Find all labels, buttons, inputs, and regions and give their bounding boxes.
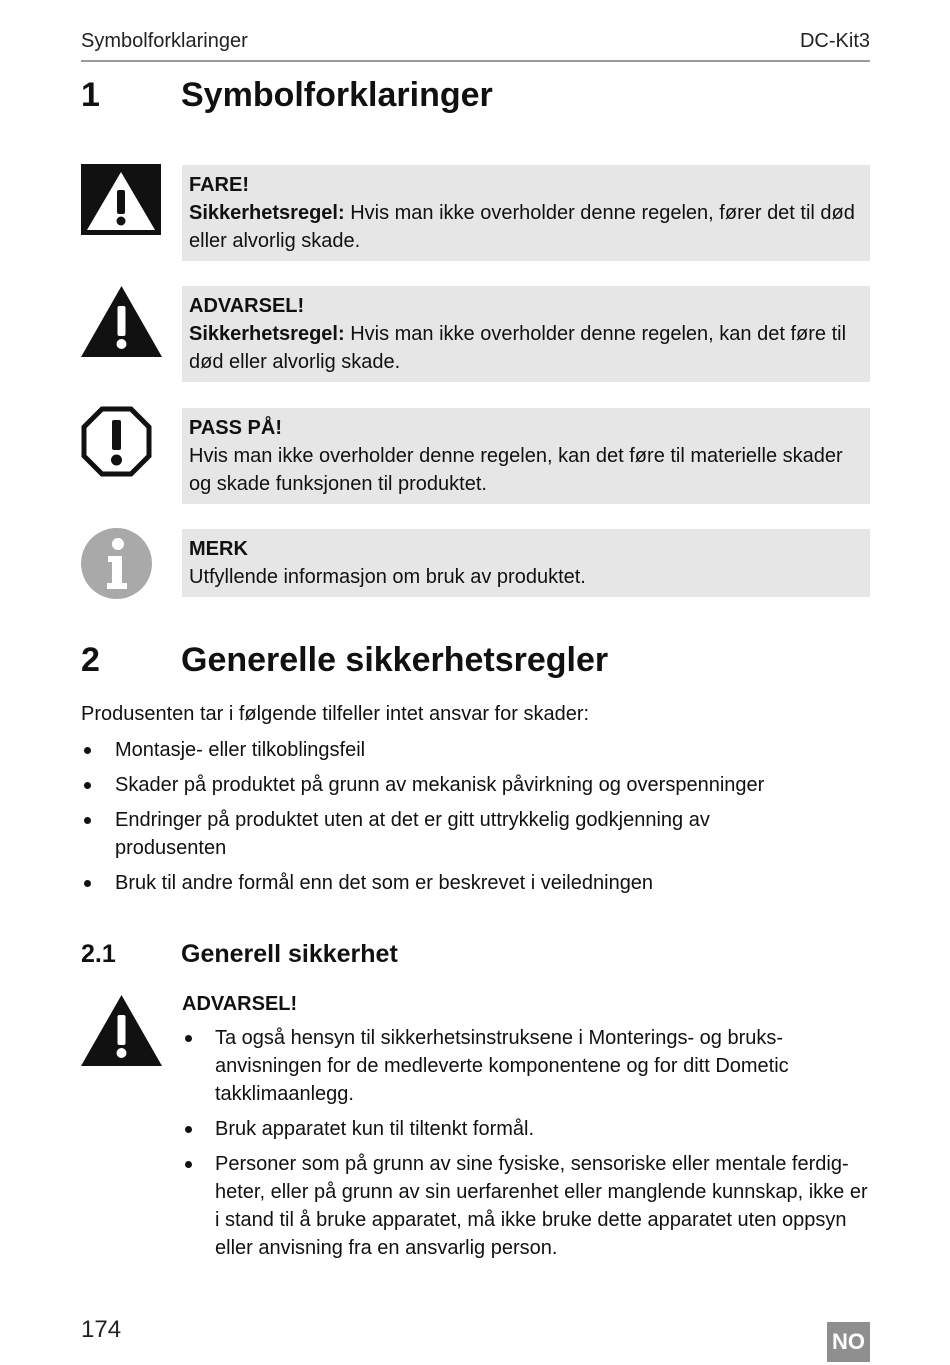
bullet-dot [84,817,91,824]
section-title: Generelle sikkerhetsregler [181,641,609,679]
caution-octagon-icon [81,406,152,477]
list-item: Skader på produktet på grunn av mekanisk påvirkning og overspenninger [81,771,870,799]
notice-label: PASS PÅ! [189,417,282,439]
info-circle-icon [81,528,152,599]
bullet-dot [84,782,91,789]
page-number: 174 [81,1316,122,1343]
bullet-dot [84,747,91,754]
list-item: Bruk apparatet kun til tiltenkt formål. [182,1115,870,1143]
general-safety-warning [182,990,870,1269]
notice-danger [182,165,870,261]
header-section-name: Symbolforklaringer [81,30,248,52]
list-item: Endringer på produktet uten at det er gitt uttrykkelig godkjenning av produsenten [81,806,870,862]
notice-info [182,529,870,597]
list-item: Bruk til andre formål enn det som er beskrevet i veiledningen [81,869,870,897]
notice-warning [182,286,870,382]
bullet-dot [84,880,91,887]
safety-list [182,1024,870,1262]
list-item: Personer som på grunn av sine fysiske, sensoriske eller mentale ferdig-heter, eller på grunn av sin uerfarenhet eller manglende kunnskap, ikke er i stand til å bruke apparatet, må ikke bruke dette apparatet uten oppsyn eller anvisning fra en ansvarlig person. [182,1150,870,1262]
notice-text: Hvis man ikke overholder denne regelen, kan det føre til materielle skader og skade funksjonen til produktet. [189,445,843,495]
notice-label: MERK [189,538,248,560]
notice-label: FARE! [189,174,249,196]
notice-text: Utfyllende informasjon om bruk av produktet. [189,566,586,588]
notice-text: Hvis man ikke overholder denne regelen, fører det til død eller alvorlig skade. [189,202,855,252]
notice-label: ADVARSEL! [189,295,305,317]
bullet-dot [185,1161,192,1168]
danger-square-warning-icon [81,164,161,235]
section-number: 2.1 [81,940,116,968]
header-product-name: DC-Kit3 [799,30,870,52]
running-header [81,30,870,62]
language-tab: NO [827,1322,870,1362]
section-number: 1 [81,76,100,114]
list-item: Montasje- eller tilkoblingsfeil [81,736,870,764]
section-number: 2 [81,641,100,679]
notice-caution [182,408,870,504]
section-2-intro: Produsenten tar i følgende tilfeller intet ansvar for skader: [81,703,590,725]
warning-label: ADVARSEL! [182,993,298,1015]
notice-prefix: Sikkerhetsregel: [189,202,345,224]
bullet-dot [185,1126,192,1133]
list-item: Ta også hensyn til sikkerhetsinstruksene i Monterings- og bruks-anvisningen for de medleverte komponentene og for ditt Dometic takklimaanlegg. [182,1024,870,1108]
liability-list [81,736,870,904]
notice-prefix: Sikkerhetsregel: [189,323,345,345]
bullet-dot [185,1035,192,1042]
section-title: Symbolforklaringer [181,76,493,114]
warning-triangle-icon [81,995,162,1066]
notice-text: Hvis man ikke overholder denne regelen, kan det føre til død eller alvorlig skade. [189,323,847,373]
section-title: Generell sikkerhet [181,940,398,968]
warning-triangle-icon [81,286,162,357]
